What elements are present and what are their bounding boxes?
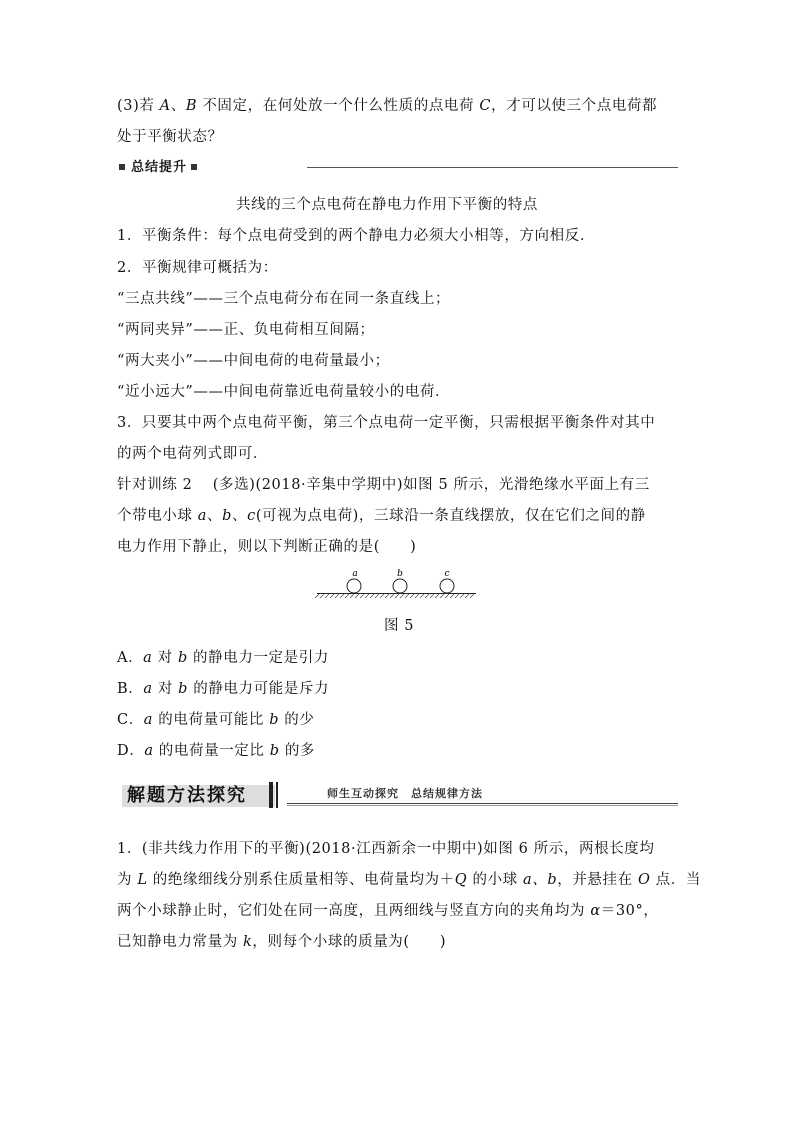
exercise-line-1: 针对训练 2 (多选)(2018·辛集中学期中)如图 5 所示，光滑绝缘水平面上有三 — [117, 477, 650, 493]
section-rule-secondary — [287, 805, 678, 806]
summary-heading-label: 总结提升 — [131, 160, 188, 175]
ball-label-b: b — [397, 569, 403, 579]
exercise-line-3: 电力作用下静止，则以下判断正确的是( ) — [117, 539, 417, 555]
option-c[interactable]: C．a 的电荷量可能比 b 的少 — [117, 712, 315, 728]
section-subtitle: 师生互动探究 总结规律方法 — [327, 787, 483, 800]
ball-c — [440, 579, 454, 593]
problem-1-line-4: 已知静电力常量为 k，则每个小球的质量为( ) — [117, 934, 447, 950]
summary-rule-2: “两同夹异”——正、负电荷相互间隔； — [117, 322, 375, 338]
var-B: B — [185, 98, 198, 114]
bullet-square-icon — [191, 164, 197, 170]
option-b[interactable]: B．a 对 b 的静电力可能是斥力 — [117, 681, 330, 697]
section-banner — [117, 782, 678, 810]
section-banner-bar — [269, 782, 273, 808]
summary-rule-1: “三点共线”——三个点电荷分布在同一条直线上； — [117, 291, 451, 307]
option-a[interactable]: A．a 对 b 的静电力一定是引力 — [117, 650, 329, 666]
question-3-line-2: 处于平衡状态？ — [117, 129, 223, 145]
figure-5-caption: 图 5 — [384, 618, 415, 634]
ball-a — [347, 579, 361, 593]
var-A: A — [159, 98, 171, 114]
summary-item-3-line-1: 3．只要其中两个点电荷平衡，第三个点电荷一定平衡，只需根据平衡条件对其中 — [117, 415, 656, 431]
summary-rule-3: “两大夹小”——中间电荷的电荷量最小； — [117, 353, 390, 369]
option-d[interactable]: D．a 的电荷量一定比 b 的多 — [117, 743, 316, 759]
bullet-square-icon — [119, 164, 125, 170]
problem-1-line-1: 1．(非共线力作用下的平衡)(2018·江西新余一中期中)如图 6 所示，两根长度均 — [117, 841, 655, 857]
ball-label-c: c — [444, 569, 450, 579]
problem-1-line-2: 为 L 的绝缘细线分别系住质量相等、电荷量均为＋Q 的小球 a、b，并悬挂在 O 点．当 — [117, 872, 701, 888]
summary-item-1: 1．平衡条件：每个点电荷受到的两个静电力必须大小相等，方向相反． — [117, 228, 595, 244]
question-3-line-1: (3)若 A、B 不固定，在何处放一个什么性质的点电荷 C，才可以使三个点电荷都 — [117, 98, 658, 114]
summary-item-3-line-2: 的两个电荷列式即可． — [117, 446, 268, 462]
exercise-line-2: 个带电小球 a、b、c(可视为点电荷)，三球沿一条直线摆放，仅在它们之间的静 — [117, 508, 646, 524]
ground-hatching — [315, 594, 474, 598]
problem-1-line-3: 两个小球静止时，它们处在同一高度，且两细线与竖直方向的夹角均为 α＝30°， — [117, 903, 659, 919]
ball-label-a: a — [352, 569, 358, 579]
summary-title: 共线的三个点电荷在静电力作用下平衡的特点 — [236, 197, 538, 213]
section-banner-bar-thin — [276, 782, 278, 808]
ball-b — [393, 579, 407, 593]
summary-item-2: 2．平衡规律可概括为： — [117, 260, 278, 276]
summary-rule — [307, 167, 678, 168]
var-C: C — [479, 98, 492, 114]
summary-heading — [117, 158, 678, 178]
summary-rule-4: “近小远大”——中间电荷靠近电荷量较小的电荷． — [117, 384, 451, 400]
section-rule — [287, 803, 678, 804]
section-title: 解题方法探究 — [127, 785, 247, 806]
figure-5-diagram — [314, 566, 478, 602]
